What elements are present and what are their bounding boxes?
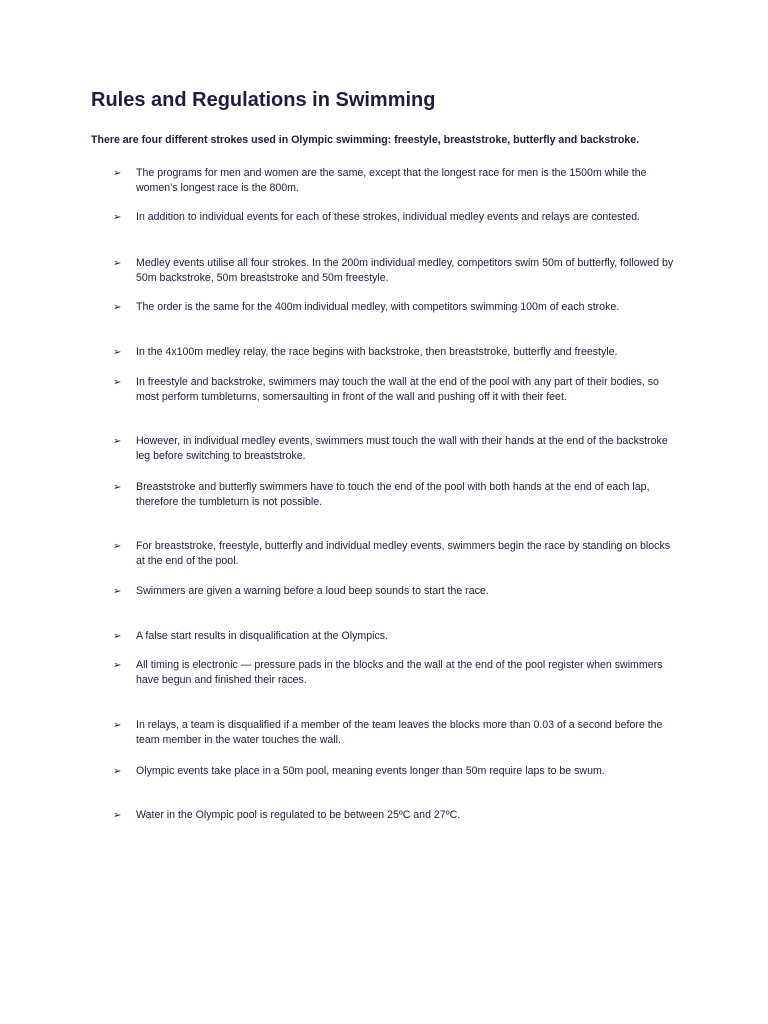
arrow-bullet-icon: ➢ — [113, 766, 122, 777]
list-item-text: In addition to individual events for each of these strokes, individual medley events and relays are contested. — [136, 211, 641, 223]
list-item-text: In relays, a team is disqualified if a member of the team leaves the blocks more than 0.03 of a second before the team member in the water touches the wall. — [136, 719, 663, 746]
arrow-bullet-icon: ➢ — [113, 258, 122, 269]
list-item-text: In the 4x100m medley relay, the race begins with backstroke, then breaststroke, butterfly and freestyle. — [136, 346, 618, 358]
arrow-bullet-icon: ➢ — [113, 660, 122, 671]
list-item-text: All timing is electronic — pressure pads in the blocks and the wall at the end of the pool register when swimmers have begun and finished their races. — [136, 659, 663, 686]
list-item-text: Water in the Olympic pool is regulated to be between 25ºC and 27ºC. — [136, 809, 461, 821]
arrow-bullet-icon: ➢ — [113, 347, 122, 358]
arrow-bullet-icon: ➢ — [113, 436, 122, 447]
arrow-bullet-icon: ➢ — [113, 302, 122, 313]
list-item-text: However, in individual medley events, swimmers must touch the wall with their hands at the end of the backstroke leg before switching to breaststroke. — [136, 435, 668, 462]
arrow-bullet-icon: ➢ — [113, 541, 122, 552]
list-item-text: The programs for men and women are the same, except that the longest race for men is the 1500m while the women’s longest race is the 800m. — [136, 167, 647, 194]
arrow-bullet-icon: ➢ — [113, 377, 122, 388]
arrow-bullet-icon: ➢ — [113, 482, 122, 493]
arrow-bullet-icon: ➢ — [113, 212, 122, 223]
list-item-text: The order is the same for the 400m individual medley, with competitors swimming 100m of each stroke. — [136, 301, 620, 313]
arrow-bullet-icon: ➢ — [113, 168, 122, 179]
list-item-text: Breaststroke and butterfly swimmers have to touch the end of the pool with both hands at the end of each lap, therefore the tumbleturn is not possible. — [136, 481, 650, 508]
arrow-bullet-icon: ➢ — [113, 720, 122, 731]
list-item-text: For breaststroke, freestyle, butterfly and individual medley events, swimmers begin the race by standing on blocks at the end of the pool. — [136, 540, 671, 567]
arrow-bullet-icon: ➢ — [113, 631, 122, 642]
list-item-text: Olympic events take place in a 50m pool, meaning events longer than 50m require laps to be swum. — [136, 765, 605, 777]
list-item-text: A false start results in disqualification at the Olympics. — [136, 630, 389, 642]
arrow-bullet-icon: ➢ — [113, 586, 122, 597]
arrow-bullet-icon: ➢ — [113, 810, 122, 821]
intro-paragraph: There are four different strokes used in Olympic swimming: freestyle, breaststroke, butterfly and backstroke. — [91, 134, 640, 146]
list-item-text: Swimmers are given a warning before a loud beep sounds to start the race. — [136, 585, 489, 597]
list-item-text: In freestyle and backstroke, swimmers may touch the wall at the end of the pool with any part of their bodies, so most perform tumbleturns, somersaulting in front of the wall and pushing off it with their feet. — [136, 376, 659, 403]
document-title: Rules and Regulations in Swimming — [91, 89, 436, 111]
list-item-text: Medley events utilise all four strokes. In the 200m individual medley, competitors swim 50m of butterfly, followed by 50m backstroke, 50m breaststroke and 50m freestyle. — [136, 257, 674, 284]
